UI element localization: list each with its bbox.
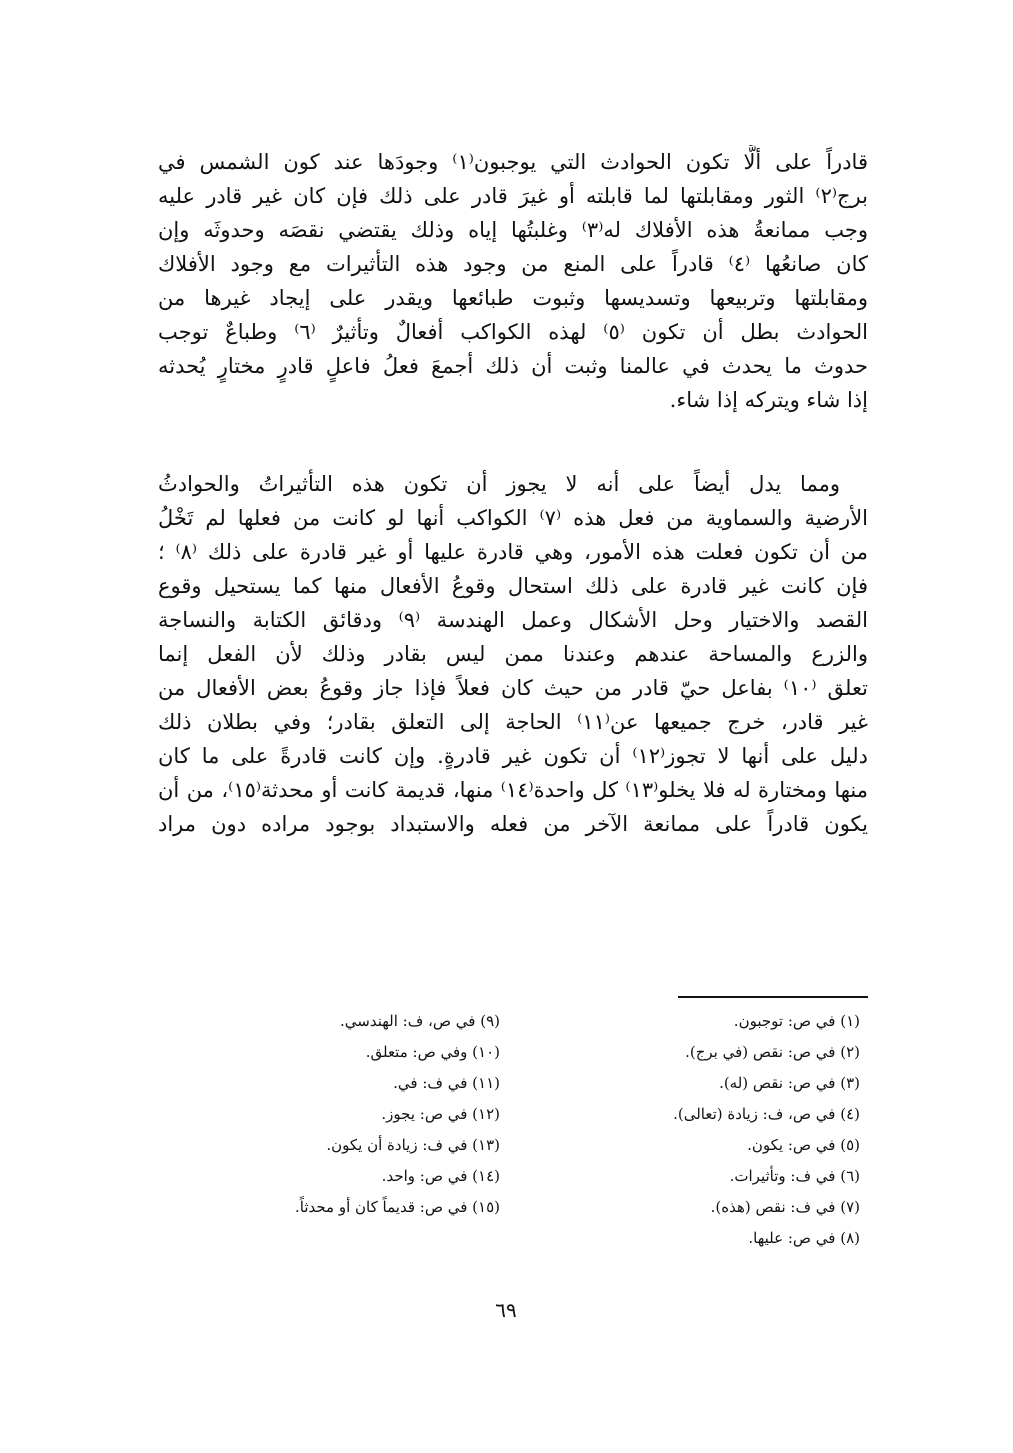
footnote: (١٣) في ف: زيادة أن يكون. xyxy=(326,1136,500,1154)
text-line: والزرع والمساحة عندهم وعندنا ممن ليس بقادر وذلك لأن الفعل إنما xyxy=(158,642,868,666)
text-line: منها ومختارة له فلا يخلو⁽١٣⁾ كل واحدة⁽١٤⁾ منها، قديمة كانت أو محدثة⁽١٥⁾، من أن xyxy=(158,778,868,802)
paragraph-gap xyxy=(158,417,868,467)
text-line: الحوادث بطل أن تكون ⁽٥⁾ لهذه الكواكب أفعالٌ وتأثيرٌ ⁽٦⁾ وطباعٌ توجب xyxy=(158,320,868,344)
footnote: (١٢) في ص: يجوز. xyxy=(381,1105,500,1123)
text-line: دليل على أنها لا تجوز⁽١٢⁾ أن تكون غير قادرةٍ. وإن كانت قادرةً على ما كان xyxy=(158,744,868,768)
main-text xyxy=(158,145,868,841)
footnote: (٩) في ص، ف: الهندسي. xyxy=(340,1012,500,1030)
footnote: (٤) في ص، ف: زيادة (تعالى). xyxy=(673,1105,860,1123)
text-line: القصد والاختيار وحل الأشكال وعمل الهندسة ⁽٩⁾ ودقائق الكتابة والنساجة xyxy=(158,608,868,632)
text-line: ومما يدل أيضاً على أنه لا يجوز أن تكون هذه التأثيراتُ والحوادثُ xyxy=(158,472,840,496)
text-line: الأرضية والسماوية من فعل هذه ⁽٧⁾ الكواكب أنها لو كانت من فعلها لم تَخْلُ xyxy=(158,506,868,530)
text-line: برج⁽٢⁾ الثور ومقابلتها لما قابلته أو غيرَ قادر على ذلك فإن كان غير قادر عليه xyxy=(158,184,868,208)
footnote: (٣) في ص: نقص (له). xyxy=(719,1074,860,1092)
text-line: إذا شاء ويتركه إذا شاء. xyxy=(669,388,868,412)
footnote: (١٥) في ص: قديماً كان أو محدثاً. xyxy=(294,1198,500,1216)
text-line: كان صانعُها ⁽٤⁾ قادراً على المنع من وجود هذه التأثيرات مع وجود الأفلاك xyxy=(158,252,868,276)
text-line: فإن كانت غير قادرة على ذلك استحال وقوعُ الأفعال منها كما يستحيل وقوع xyxy=(158,574,868,598)
text-line: تعلق ⁽١٠⁾ بفاعل حيّ قادر من حيث كان فعلاً فإذا جاز وقوعُ بعض الأفعال من xyxy=(158,676,868,700)
footnotes-column-right xyxy=(560,1006,860,1254)
footnote: (٥) في ص: يكون. xyxy=(747,1136,860,1154)
footnote: (٨) في ص: عليها. xyxy=(748,1229,860,1247)
footnote: (١٠) وفي ص: متعلق. xyxy=(365,1043,500,1061)
footnote: (١٤) في ص: واحد. xyxy=(381,1167,500,1185)
footnote: (٦) في ف: وتأثيرات. xyxy=(729,1167,860,1185)
footnote-separator xyxy=(678,996,868,998)
footnote: (٧) في ف: نقص (هذه). xyxy=(710,1198,860,1216)
footnote: (٢) في ص: نقص (في برج). xyxy=(685,1043,860,1061)
text-line: من أن تكون فعلت هذه الأمور، وهي قادرة عليها أو غير قادرة على ذلك ⁽٨⁾ ؛ xyxy=(158,540,868,564)
text-line: ومقابلتها وتربيعها وتسديسها وثبوت طبائعها ويقدر على إيجاد غيرها من xyxy=(158,286,868,310)
text-line: حدوث ما يحدث في عالمنا وثبت أن ذلك أجمعَ فعلُ فاعلٍ قادرٍ مختارٍ يُحدثه xyxy=(158,354,868,378)
text-line: قادراً على ألَّا تكون الحوادث التي يوجبون⁽١⁾ وجودَها عند كون الشمس في xyxy=(158,150,868,174)
page-number: ٦٩ xyxy=(495,1298,517,1322)
text-line: يكون قادراً على ممانعة الآخر من فعله والاستبداد بوجود مراده دون مراد xyxy=(158,812,868,836)
footnote: (١١) في ف: في. xyxy=(393,1074,500,1092)
text-line: وجب ممانعةُ هذه الأفلاك له⁽٣⁾ وغلبتُها إياه وذلك يقتضي نقصَه وحدوثَه وإن xyxy=(158,218,868,242)
footnote: (١) في ص: توجبون. xyxy=(733,1012,860,1030)
paragraph-2 xyxy=(158,467,868,841)
paragraph-1 xyxy=(158,145,868,417)
footnotes-column-left xyxy=(200,1006,500,1223)
text-line: غير قادر، خرج جميعها عن⁽١١⁾ الحاجة إلى التعلق بقادر؛ وفي بطلان ذلك xyxy=(158,710,868,734)
